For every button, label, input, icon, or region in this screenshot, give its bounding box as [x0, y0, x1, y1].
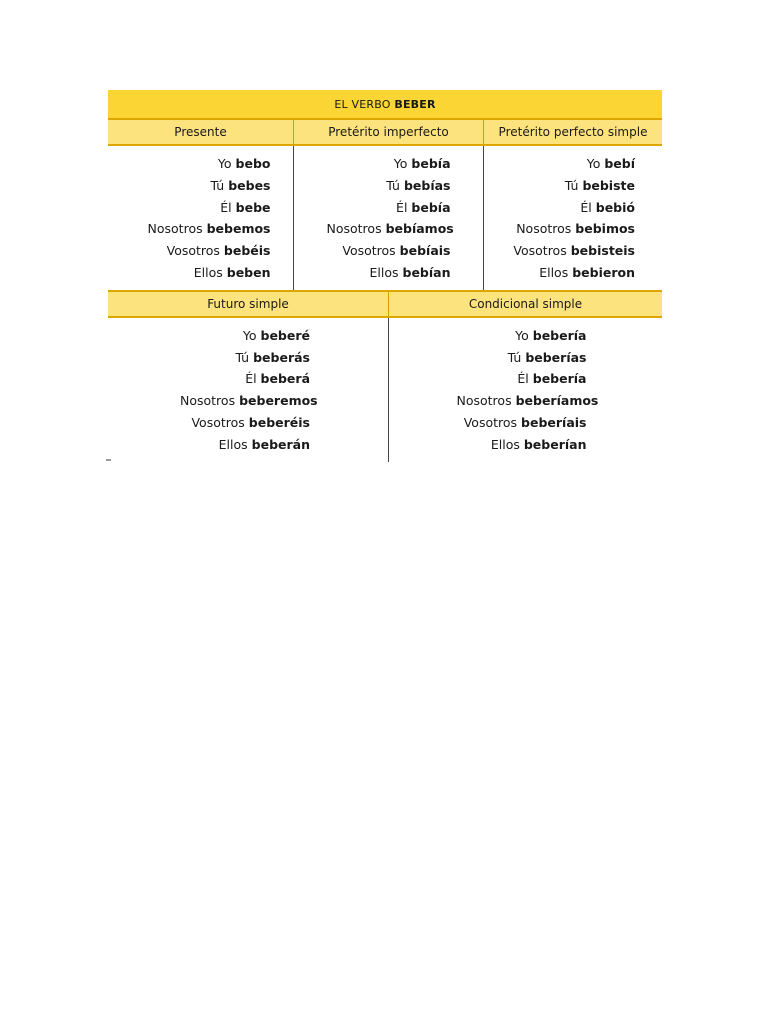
- conjugation-line: [294, 175, 483, 197]
- pronoun: Él: [220, 199, 232, 215]
- pronoun: Vosotros: [342, 243, 396, 259]
- pronoun: Nosotros: [326, 221, 382, 237]
- pronoun: Ellos: [369, 264, 399, 280]
- pronoun: Vosotros: [166, 243, 220, 259]
- pronoun: Vosotros: [513, 243, 567, 259]
- verb-form: bebíais: [399, 243, 451, 259]
- verb-form: bebíamos: [385, 221, 454, 237]
- pronoun: Tú: [210, 177, 225, 193]
- conjugation-line: [108, 218, 293, 240]
- verb-form: beberías: [525, 349, 587, 365]
- column-presente: [108, 146, 293, 290]
- pronoun: Él: [580, 199, 592, 215]
- conjugation-line: [484, 197, 662, 219]
- conjugation-line: [108, 325, 388, 347]
- pronoun: Él: [396, 199, 408, 215]
- verb-form: bebisteis: [570, 243, 635, 259]
- verb-form: bebiste: [582, 177, 635, 193]
- conjugation-line: [108, 240, 293, 262]
- pronoun: Ellos: [218, 436, 248, 452]
- pronoun: Ellos: [193, 264, 223, 280]
- conjugation-line: [389, 325, 662, 347]
- pronoun: Yo: [515, 327, 529, 343]
- verb-form: bebió: [595, 199, 635, 215]
- conjugation-line: [484, 153, 662, 175]
- column-futuro-simple: [108, 318, 388, 462]
- verb-form: beberás: [253, 349, 310, 365]
- conjugation-line: [389, 434, 662, 456]
- verb-form: beberá: [260, 371, 310, 387]
- verb-form: bebieron: [572, 264, 635, 280]
- verb-form: beberéis: [248, 414, 310, 430]
- verb-form: bebía: [411, 199, 451, 215]
- pronoun: Yo: [217, 156, 232, 171]
- conjugation-line: [294, 218, 483, 240]
- conjugation-line: [389, 390, 662, 412]
- header-preterito-perfecto-simple: Pretérito perfecto simple: [483, 120, 662, 144]
- conjugation-line: [484, 240, 662, 262]
- verb-form: beberemos: [239, 393, 318, 409]
- conjugation-line: [484, 218, 662, 240]
- header-preterito-imperfecto: Pretérito imperfecto: [293, 120, 483, 144]
- top-header-row: [108, 118, 662, 146]
- verb-form: bebéis: [223, 243, 271, 259]
- bottom-body-row: [108, 318, 662, 462]
- title-prefix: EL VERBO: [334, 97, 391, 111]
- conjugation-line: [294, 197, 483, 219]
- pronoun: Ellos: [490, 436, 520, 452]
- conjugation-line: [294, 153, 483, 175]
- verb-form: bebes: [228, 177, 271, 193]
- pronoun: Tú: [235, 349, 250, 365]
- verb-form: bebí: [604, 156, 635, 171]
- conjugation-line: [108, 347, 388, 369]
- verb-form: bebería: [532, 327, 587, 343]
- header-condicional-simple: Condicional simple: [388, 292, 662, 316]
- pronoun: Él: [517, 371, 529, 387]
- verb-form: bebimos: [575, 221, 635, 237]
- verb-form: bebe: [235, 199, 271, 215]
- header-presente: Presente: [174, 125, 227, 139]
- conjugation-line: [108, 412, 388, 434]
- pronoun: Ellos: [539, 264, 569, 280]
- conjugation-line: [108, 175, 293, 197]
- conjugation-line: [389, 412, 662, 434]
- verb-form: beberán: [251, 436, 310, 452]
- pronoun: Tú: [564, 177, 579, 193]
- bottom-header-row: [108, 290, 662, 318]
- table-title: [108, 90, 662, 118]
- conjugation-line: [108, 262, 293, 284]
- verb-form: beberíais: [521, 414, 587, 430]
- column-preterito-perfecto-simple: [483, 146, 662, 290]
- scan-mark: [106, 459, 111, 461]
- conjugation-line: [294, 240, 483, 262]
- pronoun: Yo: [393, 156, 408, 171]
- conjugation-line: [389, 368, 662, 390]
- pronoun: Vosotros: [191, 414, 245, 430]
- conjugation-line: [484, 262, 662, 284]
- verb-form: beberé: [260, 327, 310, 343]
- verb-form: beberían: [523, 436, 587, 452]
- conjugation-line: [108, 390, 388, 412]
- pronoun: Yo: [586, 156, 601, 171]
- conjugation-line: [389, 347, 662, 369]
- pronoun: Nosotros: [516, 221, 572, 237]
- verb-form: bebo: [235, 156, 271, 171]
- pronoun: Tú: [386, 177, 400, 193]
- pronoun: Yo: [242, 327, 257, 343]
- conjugation-line: [294, 262, 483, 284]
- pronoun: Tú: [507, 349, 522, 365]
- verb-form: bebían: [402, 264, 451, 280]
- conjugation-line: [108, 434, 388, 456]
- conjugation-line: [108, 197, 293, 219]
- pronoun: Vosotros: [463, 414, 518, 430]
- pronoun: Nosotros: [180, 393, 236, 409]
- verb-form: beben: [226, 264, 271, 280]
- column-condicional-simple: [388, 318, 662, 462]
- verb-form: bebía: [411, 156, 451, 171]
- verb-form: bebería: [532, 371, 587, 387]
- verb-form: bebías: [403, 177, 451, 193]
- column-preterito-imperfecto: [293, 146, 483, 290]
- header-futuro-simple: Futuro simple: [207, 296, 289, 311]
- pronoun: Él: [245, 371, 257, 387]
- pronoun: Nosotros: [147, 221, 203, 237]
- top-body-row: [108, 146, 662, 290]
- conjugation-table: [108, 90, 662, 462]
- verb-form: bebemos: [206, 221, 271, 237]
- title-verb: BEBER: [394, 97, 436, 111]
- conjugation-line: [108, 153, 293, 175]
- conjugation-line: [108, 368, 388, 390]
- conjugation-line: [484, 175, 662, 197]
- verb-form: beberíamos: [515, 393, 599, 409]
- pronoun: Nosotros: [456, 393, 512, 409]
